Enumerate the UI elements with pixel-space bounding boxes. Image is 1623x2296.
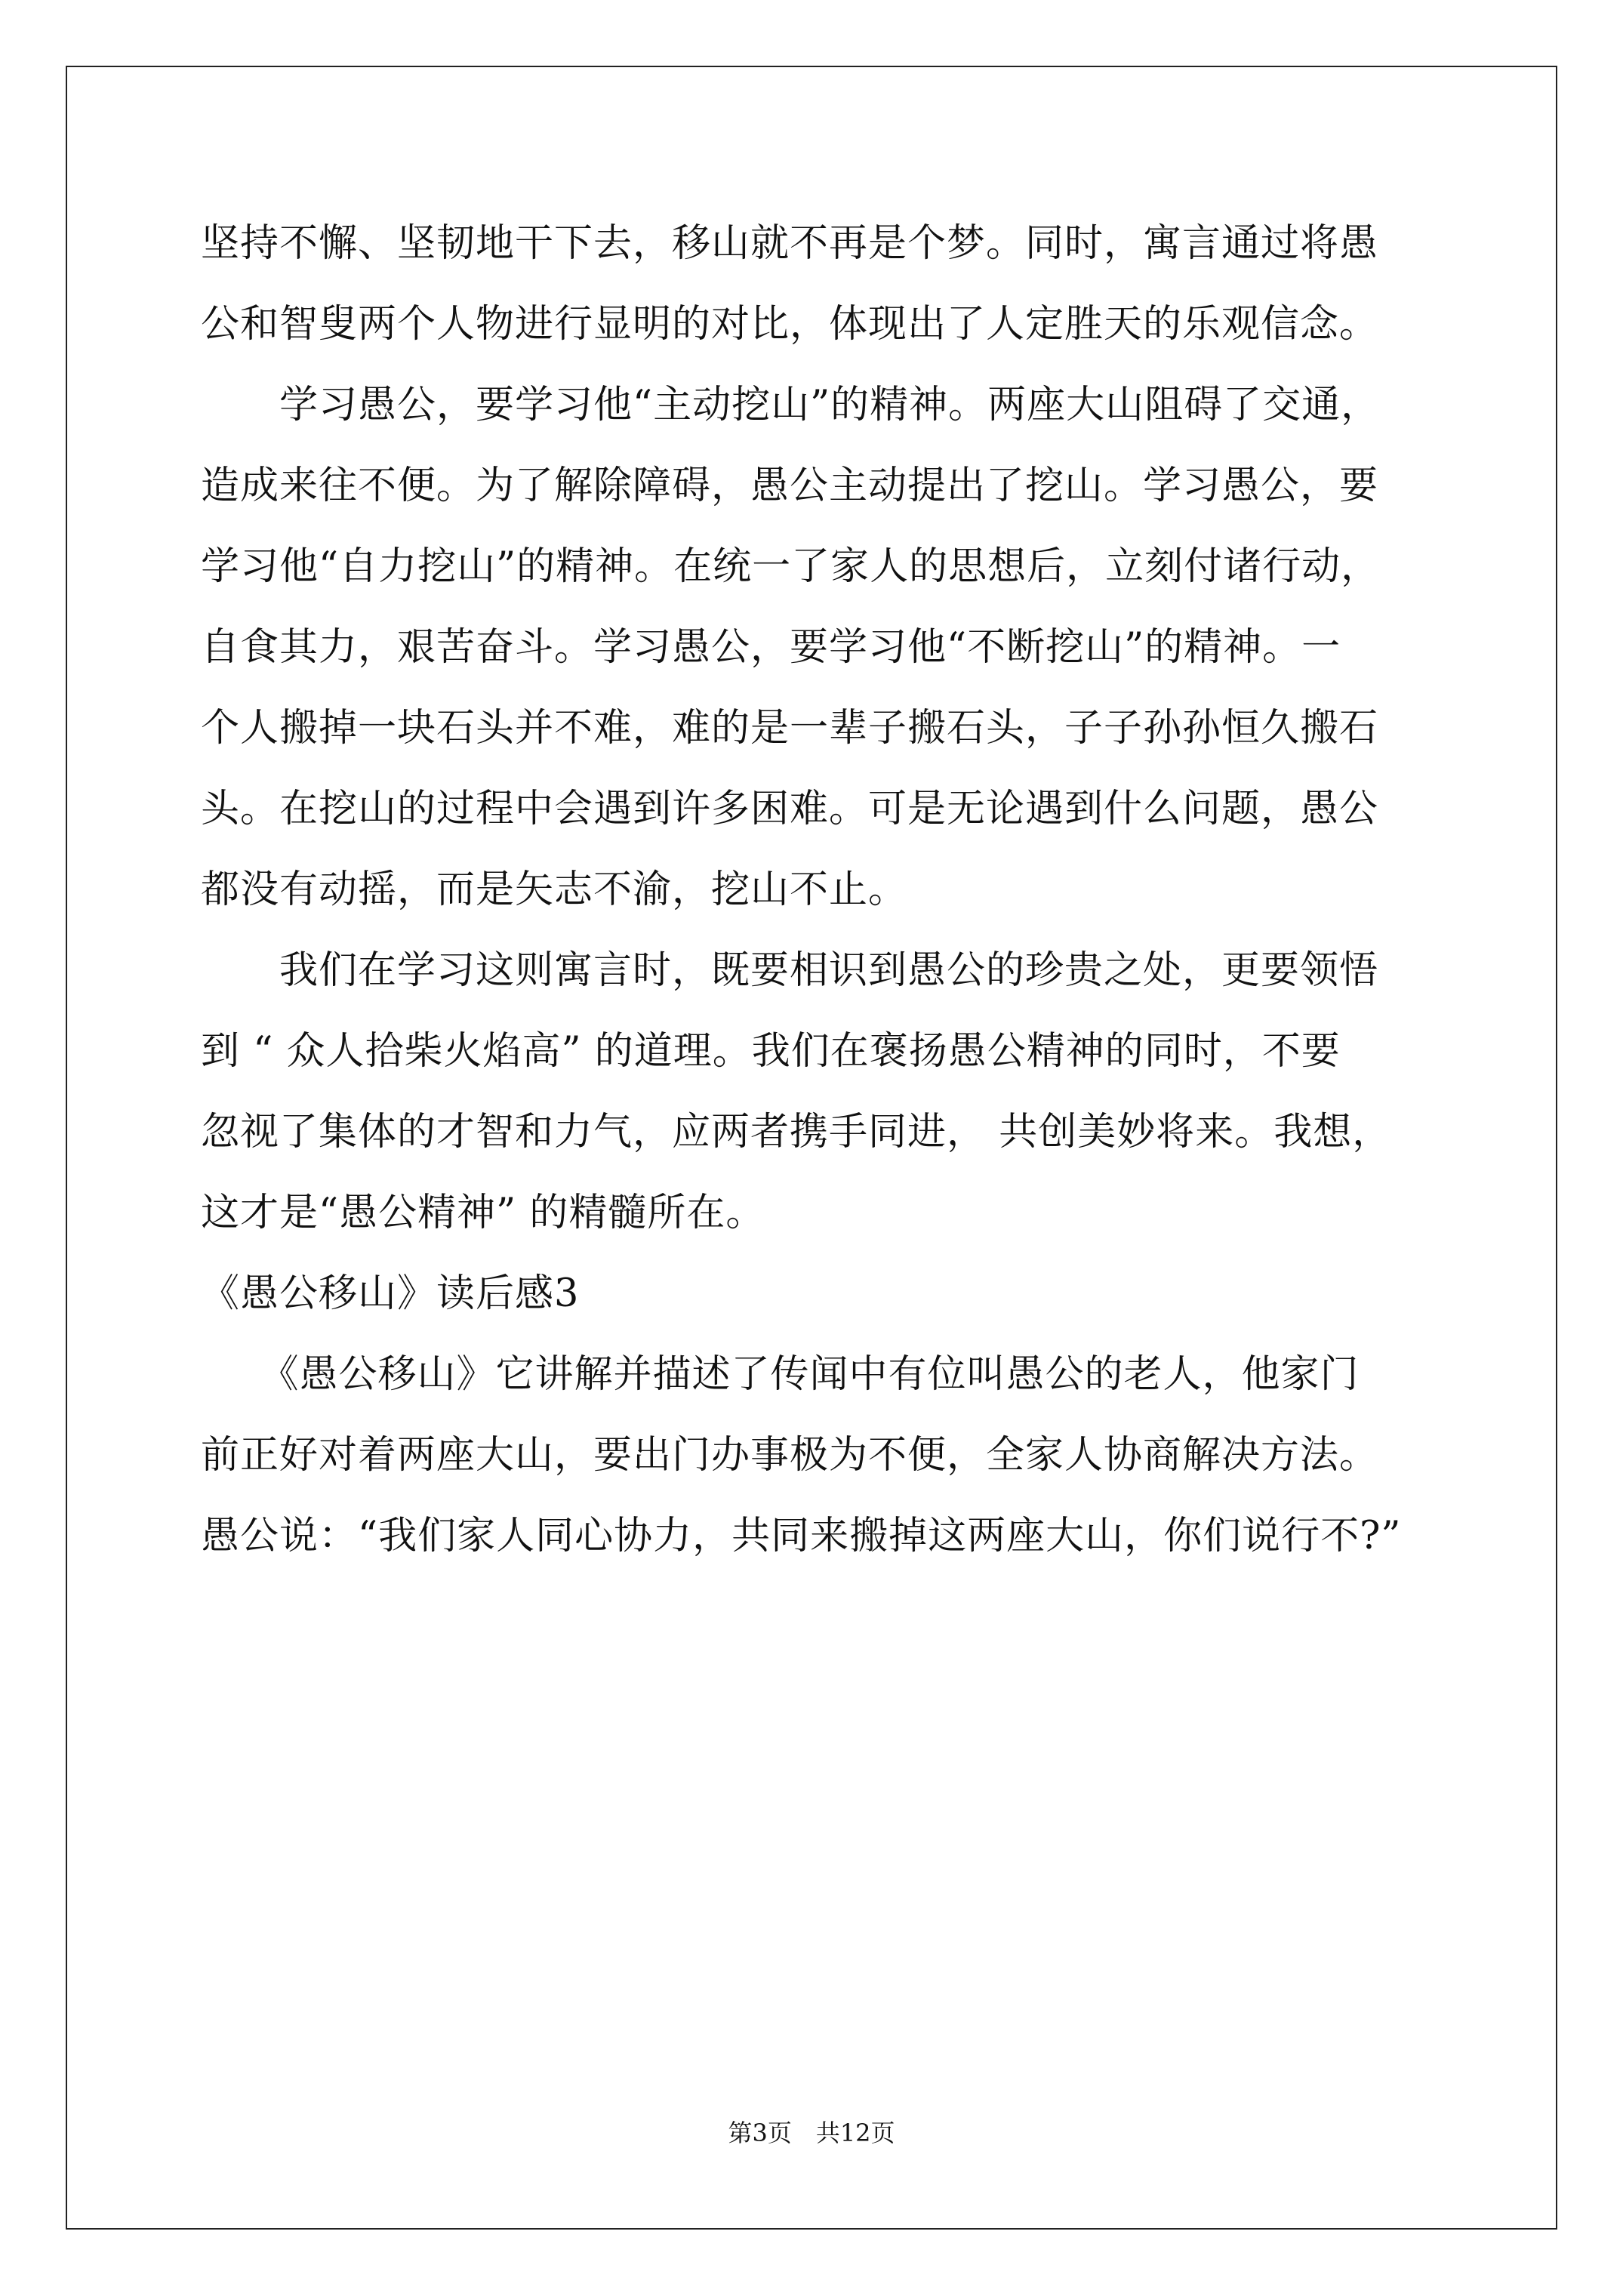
text-line: 愚公说：“我们家人同心协力，共同来搬掉这两座大山，你们说行不?” xyxy=(201,1514,1402,1558)
page-number: 第3页 共12页 xyxy=(728,2119,895,2147)
text-line: 公和智叟两个人物进行显明的对比，体现出了人定胜天的乐观信念。 xyxy=(201,302,1379,347)
text-line: 前正好对着两座大山，要出门办事极为不便，全家人协商解决方法。 xyxy=(201,1433,1379,1478)
text-line: 学习愚公，要学习他“主动挖山”的精神。两座大山阻碍了交通， xyxy=(201,383,1381,427)
text-line: 学习他“自力挖山”的精神。在统一了家人的思想后，立刻付诸行动， xyxy=(201,544,1381,589)
text-line: 个人搬掉一块石头并不难，难的是一辈子搬石头，子子孙孙恒久搬石 xyxy=(201,706,1379,750)
text-line: 坚持不懈、坚韧地干下去，移山就不再是个梦。同时，寓言通过将愚 xyxy=(201,221,1379,266)
text-line: 造成来往不便。为了解除障碍，愚公主动提出了挖山。学习愚公，要 xyxy=(201,464,1379,508)
text-line: 到 “ 众人拾柴火焰高” 的道理。我们在褒扬愚公精神的同时，不要 xyxy=(201,1029,1341,1074)
text-line: 《愚公移山》它讲解并描述了传闻中有位叫愚公的老人，他家门 xyxy=(201,1352,1360,1397)
text-line: 忽视了集体的才智和力气，应两者携手同进， 共创美妙将来。我想， xyxy=(201,1110,1392,1154)
text-line: 这才是“愚公精神” 的精髓所在。 xyxy=(201,1191,765,1235)
text-line: 头。在挖山的过程中会遇到许多困难。可是无论遇到什么问题，愚公 xyxy=(201,787,1379,831)
document-body xyxy=(201,219,1439,1592)
text-line: 都没有动摇，而是矢志不渝，挖山不止。 xyxy=(201,868,908,912)
text-line: 我们在学习这则寓言时，既要相识到愚公的珍贵之处，更要领悟 xyxy=(201,948,1379,993)
section-heading: 《愚公移山》读后感3 xyxy=(201,1271,580,1316)
text-line: 自食其力，艰苦奋斗。学习愚公，要学习他“不断挖山”的精神。一 xyxy=(201,625,1341,670)
